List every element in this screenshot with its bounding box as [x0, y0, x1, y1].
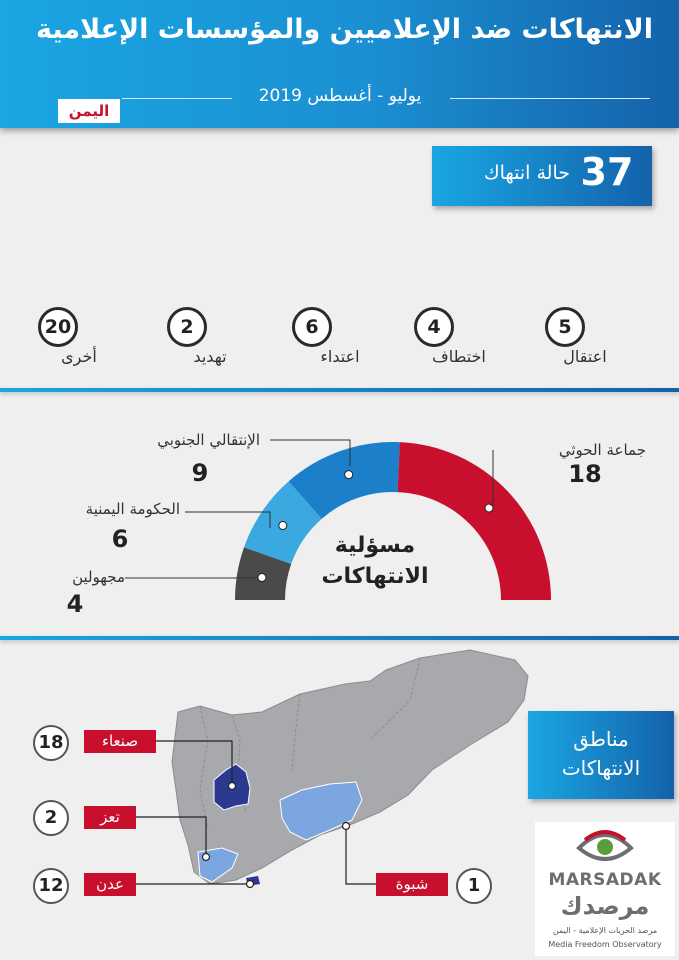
slice-label-government: الحكومة اليمنية [85, 500, 180, 518]
region-tag-sanaa: صنعاء [84, 730, 156, 753]
category-label-assault: اعتداء [320, 347, 360, 366]
regions-title-box [528, 711, 674, 799]
category-value-threat: 2 [167, 307, 207, 347]
category-value-arrest: 5 [545, 307, 585, 347]
region-tag-shabwa: شبوة [376, 873, 448, 896]
page-subtitle: يوليو - أغسطس 2019 [258, 86, 422, 106]
category-label-other: أخرى [61, 347, 97, 366]
region-value-taiz: 2 [33, 800, 69, 836]
region-tag-aden: عدن [84, 873, 136, 896]
total-value: 37 [580, 150, 634, 194]
region-tag-taiz: تعز [84, 806, 136, 829]
section-divider [0, 388, 679, 392]
chart-leader-dot-2 [279, 522, 287, 530]
category-label-arrest: اعتقال [563, 347, 607, 366]
category-value-other: 20 [38, 307, 78, 347]
chart-title [300, 530, 450, 592]
slice-label-stc: الإنتقالي الجنوبي [157, 431, 260, 449]
category-value-assault: 6 [292, 307, 332, 347]
logo-subtitle-ar: مرصد الحريات الإعلامية - اليمن [552, 926, 658, 935]
region-value-shabwa: 1 [456, 868, 492, 904]
total-label: حالة انتهاك [483, 162, 570, 184]
slice-value-unknown: 4 [66, 590, 84, 618]
section-divider [0, 636, 679, 640]
chart-leader-dot-3 [258, 574, 266, 582]
regions-title-line1: مناطق [573, 727, 629, 751]
country-badge: اليمن [58, 99, 120, 123]
logo-name-ar: مرصدك [560, 892, 650, 920]
slice-value-houthi: 18 [568, 460, 602, 488]
chart-leader-dot-1 [345, 471, 353, 479]
subtitle-rule-left [122, 98, 232, 99]
chart-title-text: مسؤلية الانتهاكات [321, 533, 429, 589]
slice-label-unknown: مجهولين [72, 568, 125, 586]
regions-title-line2: الانتهاكات [561, 756, 641, 780]
slice-value-stc: 9 [191, 459, 209, 487]
slice-value-government: 6 [111, 525, 129, 553]
logo-subtitle-en: Media Freedom Observatory [548, 940, 662, 949]
region-value-sanaa: 18 [33, 725, 69, 761]
category-label-kidnap: اختطاف [432, 347, 486, 366]
slice-label-houthi: جماعة الحوثي [558, 441, 646, 459]
logo-name-en: MARSADAK [548, 870, 662, 890]
category-value-kidnap: 4 [414, 307, 454, 347]
category-label-threat: تهديد [193, 347, 227, 366]
subtitle-rule-right [450, 98, 650, 99]
eye-logo-icon [575, 826, 635, 866]
region-value-aden: 12 [33, 868, 69, 904]
page-title: الانتهاكات ضد الإعلاميين والمؤسسات الإعلامية [35, 14, 653, 45]
